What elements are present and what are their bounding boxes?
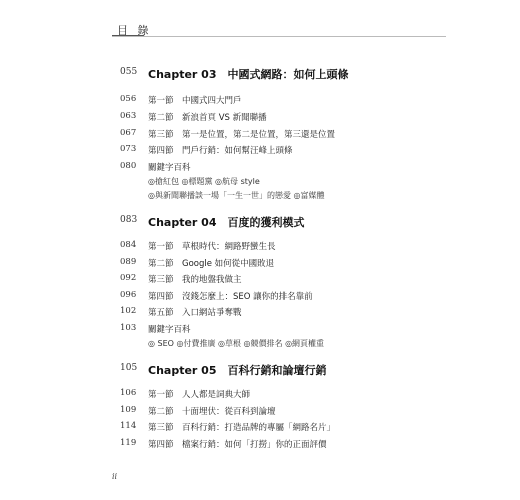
- entry-title: 第一節 人人都是詞典大師: [148, 390, 251, 400]
- entry-page-number: 103: [120, 323, 137, 333]
- toc-header: [112, 22, 446, 38]
- entry-page-number: 067: [120, 128, 137, 138]
- entry-title: 第二節 Google 如何從中國敗退: [148, 259, 275, 269]
- keyword-list: ◎ SEO ◎付費推廣 ◎草根 ◎競價排名 ◎網頁權重: [148, 339, 325, 348]
- entry-page-number: 109: [120, 405, 137, 415]
- chapter-title: Chapter 05 百科行銷和論壇行銷: [148, 364, 327, 377]
- entry-page-number: 084: [120, 240, 137, 250]
- entry-title: 關鍵字百科: [148, 163, 191, 173]
- entry-page-number: 106: [120, 388, 137, 398]
- keyword-list: ◎搶紅包 ◎標題黨 ◎航母 style: [148, 177, 260, 186]
- entry-page-number: 092: [120, 273, 137, 283]
- entry-page-number: 063: [120, 111, 137, 121]
- entry-title: 第三節 我的地盤我做主: [148, 275, 242, 285]
- entry-title: 第四節 沒錢怎麼上：SEO 讓你的排名靠前: [148, 292, 313, 302]
- entry-page-number: 056: [120, 94, 137, 104]
- chapter-title: Chapter 04 百度的獲利模式: [148, 216, 305, 229]
- entry-title: 關鍵字百科: [148, 325, 191, 335]
- entry-title: 第四節 門戶行銷：如何幫汪峰上頭條: [148, 146, 293, 156]
- chapter-page-number: 055: [120, 67, 138, 77]
- entry-title: 第二節 十面埋伏：從百科到論壇: [148, 407, 276, 417]
- entry-page-number: 089: [120, 257, 137, 267]
- entry-title: 第一節 中國式四大門戶: [148, 96, 242, 106]
- chapter-page-number: 105: [120, 363, 138, 373]
- entry-page-number: 102: [120, 306, 137, 316]
- entry-title: 第三節 第一是位置，第二是位置，第三還是位置: [148, 130, 336, 140]
- entry-page-number: 119: [120, 438, 137, 448]
- entry-page-number: 096: [120, 290, 137, 300]
- entry-title: 第三節 百科行銷：打造品牌的專屬「網路名片」: [148, 423, 336, 433]
- entry-title: 第五節 入口網站爭奪戰: [148, 308, 242, 318]
- entry-title: 第二節 新浪首頁 VS 新聞聯播: [148, 113, 267, 123]
- header-rule: [112, 36, 446, 37]
- entry-page-number: 080: [120, 161, 137, 171]
- page-folio: ii: [112, 472, 118, 481]
- entry-title: 第四節 檔案行銷：如何「打撈」你的正面評價: [148, 440, 327, 450]
- keyword-list: ◎與新聞聯播談一場「一生一世」的戀愛 ◎富媒體: [148, 191, 325, 200]
- chapter-title: Chapter 03 中國式網路：如何上頭條: [148, 68, 349, 81]
- entry-title: 第一節 草根時代：網路野蠻生長: [148, 242, 276, 252]
- chapter-page-number: 083: [120, 215, 138, 225]
- toc-title: 目 錄: [117, 24, 152, 37]
- entry-page-number: 114: [120, 421, 137, 431]
- entry-page-number: 073: [120, 144, 137, 154]
